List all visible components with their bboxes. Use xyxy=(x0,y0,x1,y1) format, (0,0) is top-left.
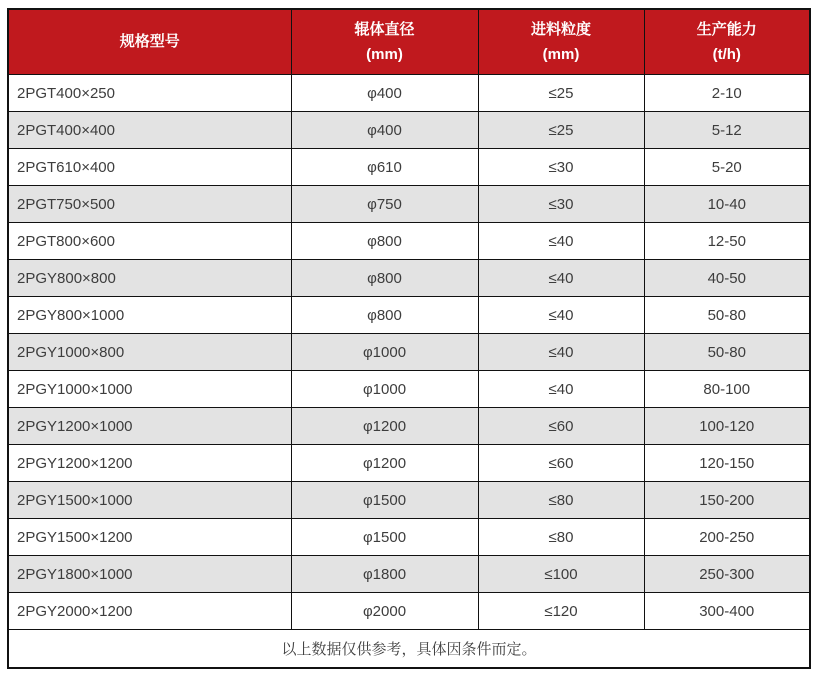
table-row xyxy=(8,297,810,334)
roller-diameter-cell: φ1500 xyxy=(291,519,478,556)
roller-diameter-cell: φ800 xyxy=(291,223,478,260)
capacity-cell: 40-50 xyxy=(644,260,810,297)
feed-size-cell: ≤40 xyxy=(478,260,644,297)
model-cell: 2PGT610×400 xyxy=(8,149,291,186)
model-cell: 2PGY1000×1000 xyxy=(8,371,291,408)
model-cell: 2PGY1200×1200 xyxy=(8,445,291,482)
roller-diameter-cell: φ2000 xyxy=(291,593,478,630)
model-cell: 2PGT400×250 xyxy=(8,75,291,112)
table-row xyxy=(8,223,810,260)
table-row xyxy=(8,260,810,297)
roller-diameter-cell: φ400 xyxy=(291,112,478,149)
capacity-cell: 10-40 xyxy=(644,186,810,223)
capacity-cell: 100-120 xyxy=(644,408,810,445)
model-cell: 2PGY1200×1000 xyxy=(8,408,291,445)
model-cell: 2PGY2000×1200 xyxy=(8,593,291,630)
model-cell: 2PGT800×600 xyxy=(8,223,291,260)
model-cell: 2PGT400×400 xyxy=(8,112,291,149)
roller-diameter-cell: φ800 xyxy=(291,297,478,334)
header-row xyxy=(8,9,810,75)
column-header-capacity xyxy=(644,9,810,75)
roller-diameter-cell: φ1200 xyxy=(291,445,478,482)
column-header-roller-diameter xyxy=(291,9,478,75)
column-header-capacity-unit: (t/h) xyxy=(712,46,741,63)
table-row xyxy=(8,519,810,556)
feed-size-cell: ≤80 xyxy=(478,482,644,519)
model-cell: 2PGY1500×1200 xyxy=(8,519,291,556)
feed-size-cell: ≤40 xyxy=(478,334,644,371)
feed-size-cell: ≤40 xyxy=(478,223,644,260)
column-header-feed-size xyxy=(478,9,644,75)
table-row xyxy=(8,445,810,482)
column-header-feed-size-unit: (mm) xyxy=(542,46,580,63)
feed-size-cell: ≤40 xyxy=(478,371,644,408)
footnote-row xyxy=(8,630,810,669)
model-cell: 2PGY1500×1000 xyxy=(8,482,291,519)
table-row xyxy=(8,186,810,223)
table-footnote: 以上数据仅供参考，具体因条件而定。 xyxy=(8,630,810,669)
capacity-cell: 200-250 xyxy=(644,519,810,556)
table-row xyxy=(8,556,810,593)
capacity-cell: 250-300 xyxy=(644,556,810,593)
roller-diameter-cell: φ1800 xyxy=(291,556,478,593)
spec-table xyxy=(7,8,811,669)
capacity-cell: 80-100 xyxy=(644,371,810,408)
table-row xyxy=(8,482,810,519)
capacity-cell: 50-80 xyxy=(644,297,810,334)
feed-size-cell: ≤40 xyxy=(478,297,644,334)
roller-diameter-cell: φ1200 xyxy=(291,408,478,445)
model-cell: 2PGY1000×800 xyxy=(8,334,291,371)
table-row xyxy=(8,593,810,630)
table-row xyxy=(8,334,810,371)
feed-size-cell: ≤120 xyxy=(478,593,644,630)
column-header-roller-diameter-label: 辊体直径 xyxy=(354,21,415,38)
roller-diameter-cell: φ1500 xyxy=(291,482,478,519)
feed-size-cell: ≤30 xyxy=(478,149,644,186)
roller-diameter-cell: φ1000 xyxy=(291,371,478,408)
table-row xyxy=(8,112,810,149)
feed-size-cell: ≤25 xyxy=(478,112,644,149)
capacity-cell: 5-12 xyxy=(644,112,810,149)
column-header-model-label: 规格型号 xyxy=(119,33,180,50)
model-cell: 2PGY800×800 xyxy=(8,260,291,297)
roller-diameter-cell: φ1000 xyxy=(291,334,478,371)
column-header-feed-size-label: 进料粒度 xyxy=(530,21,591,38)
capacity-cell: 150-200 xyxy=(644,482,810,519)
capacity-cell: 2-10 xyxy=(644,75,810,112)
column-header-capacity-label: 生产能力 xyxy=(696,21,757,38)
feed-size-cell: ≤80 xyxy=(478,519,644,556)
column-header-model xyxy=(8,9,291,75)
feed-size-cell: ≤30 xyxy=(478,186,644,223)
model-cell: 2PGY800×1000 xyxy=(8,297,291,334)
roller-diameter-cell: φ400 xyxy=(291,75,478,112)
roller-diameter-cell: φ800 xyxy=(291,260,478,297)
capacity-cell: 5-20 xyxy=(644,149,810,186)
feed-size-cell: ≤60 xyxy=(478,445,644,482)
table-row xyxy=(8,371,810,408)
table-row xyxy=(8,75,810,112)
capacity-cell: 50-80 xyxy=(644,334,810,371)
feed-size-cell: ≤60 xyxy=(478,408,644,445)
roller-diameter-cell: φ610 xyxy=(291,149,478,186)
capacity-cell: 120-150 xyxy=(644,445,810,482)
table-row xyxy=(8,149,810,186)
model-cell: 2PGY1800×1000 xyxy=(8,556,291,593)
capacity-cell: 12-50 xyxy=(644,223,810,260)
roller-diameter-cell: φ750 xyxy=(291,186,478,223)
capacity-cell: 300-400 xyxy=(644,593,810,630)
table-row xyxy=(8,408,810,445)
feed-size-cell: ≤25 xyxy=(478,75,644,112)
column-header-roller-diameter-unit: (mm) xyxy=(366,46,403,63)
feed-size-cell: ≤100 xyxy=(478,556,644,593)
model-cell: 2PGT750×500 xyxy=(8,186,291,223)
